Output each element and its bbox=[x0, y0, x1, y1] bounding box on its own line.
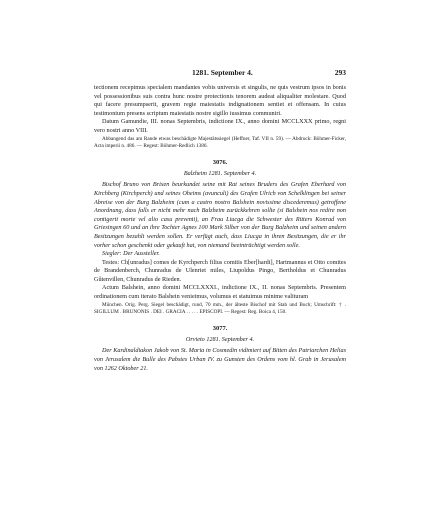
entry-witnesses: Testes: Ch[unradus] comes de Kyrchperch filius comitis Eber[hardi], Hartmannus et Otto comites de Brandenberch, Chunradus de Ulenriet miles, Liupoldus Pingo, Bertholdus et Chunradus Gûtenvillen, Chunradus de Rieden. bbox=[94, 258, 346, 283]
entry-summary: Der Kardinaldiakon Jakob von St. Maria in Cosmedin vidimiert auf Bitten des Patriarchen Helias von Jerusalem die Bulle des Pabstes Urban IV. zu Gunsten des Ordens vom hl. Grab in Jerusalem von 1262 Oktober 21. bbox=[94, 347, 346, 372]
archival-note: München. Orig. Perg. Siegel beschädigt, rund, 70 mm., der älteste Bischof mit Stab und Buch; Umschrift: † . SIGILLUM . BRUNONIS . DEI . GRACIA . . . . . EPISCOPI. — Regest: Reg. Boica 4, 150. bbox=[94, 301, 346, 315]
entry-sigler: Siegler: Der Aussteller. bbox=[102, 250, 160, 258]
entry-number: 3076. bbox=[212, 159, 228, 167]
document-body bbox=[94, 84, 346, 373]
entry-number: 3077. bbox=[212, 325, 228, 333]
paragraph: tectionem recepimus specialem mandantes vobis universis et singulis, ne quis vestrum ipsos in bonis vel possessionibus suis contra hunc nostre protectionis tenorem audeat aliqualiter molestare. Quod qui facere presumpserit, gravem regie maiestatis indignationem sentiet et offensam. In cuius testimonium presens scriptum maiestatis nostre sigillo iussimus communiri. bbox=[94, 84, 346, 117]
page-number: 293 bbox=[334, 68, 346, 77]
entry-actum: Actum Balshein, anno domini MCCLXXXI., indictione IX., II. nonas Septembris. Presentem ordinationem cum iterato Balshein venieimus, volumus et statuimus minime valituram bbox=[94, 284, 346, 301]
paragraph: Datum Gamundie, III. nonas Septembris, indictione IX., anno domini MCCLXXX primo, regni vero nostri anno VIII. bbox=[94, 118, 346, 134]
running-header bbox=[94, 68, 346, 78]
entry-summary: Bischof Bruno von Brixen beurkundet seine mit Rat seines Bruders des Grafen Eberhard von Kirchberg (Kirchperch) und seines Oheims (avunculi) des Grafen Ulrich von Schelklingen bei seiner Abreise von der Burg Balzheim (cum a castro nostro Balshein novissime discederemus) getroffene Anordnung, dass falls er nicht mehr nach Balzheim zurückkehren sollte (si Balshein nos redire non contigerit morte vel alio casu preventi), an Frau Liucga die Schwester des Ritters Konrad von Griesingen 60 und an ihre Tochter Agnes 100 Mark Silber von der Burg Balzheim und seinen andern Besitzungen bezahlt werden sollen. Er verfügt auch, dass Liucga in ihren Besitzungen, die er ihr vorher schon geschenkt oder gekauft hat, von niemand beeinträchtigt werden solle. bbox=[94, 181, 346, 249]
header-title: 1281. September 4. bbox=[192, 68, 253, 77]
archival-note: Abbangend das am Rande etwas beschädigte Majestätssiegel (Heffner, Taf. VII n. 59). — Abdruck: Böhmer-Ficker, Acta imperii n. 486. — Regest: Böhmer-Redlich 1386. bbox=[94, 135, 346, 149]
entry-place-date: Balzheim 1281. September 4. bbox=[183, 169, 257, 177]
entry-place-date: Orvieto 1281. September 4. bbox=[185, 335, 255, 343]
